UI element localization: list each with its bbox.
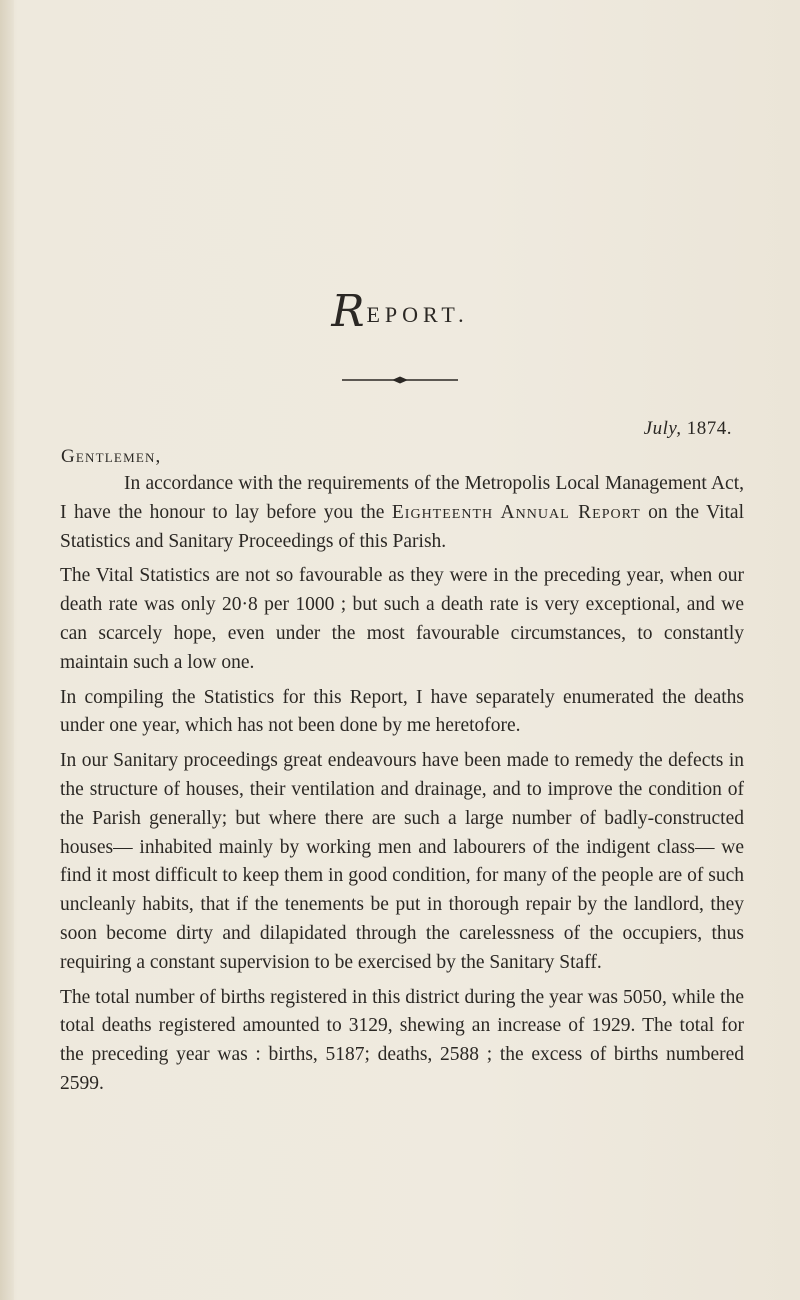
heading-rest: EPORT. bbox=[366, 302, 469, 327]
heading-initial: R bbox=[331, 286, 365, 337]
ornamental-rule bbox=[342, 374, 458, 386]
report-heading bbox=[0, 286, 800, 337]
date-year: 1874. bbox=[686, 418, 732, 439]
report-title-smallcaps: Eighteenth Annual Report bbox=[391, 501, 641, 523]
paragraph-1-end: on the Vital Statistics and Sanitary Proceedings of this Parish. bbox=[60, 501, 744, 552]
paragraph-compiling: In compiling the Statistics for this Report, I have separately enumerated the deaths under one year, which has not been done by me heretofore. bbox=[60, 686, 744, 737]
paragraph-vital-statistics: The Vital Statistics are not so favourable as they were in the preceding year, when our death rate was only 20·8 per 1000 ; but such a death rate is very exceptional, and we can scarcely hope, even under the most favourable circumstances, to constantly maintain such a low one. bbox=[60, 565, 744, 673]
paragraph-1-start: In accordance with the requirements of the Metropolis Local Management Act, I have the honour to lay before you the bbox=[60, 473, 744, 523]
page-gutter bbox=[0, 0, 14, 1300]
report-body bbox=[60, 470, 744, 1105]
salutation: Gentlemen, bbox=[61, 446, 162, 467]
paragraph-births-deaths: The total number of births registered in this district during the year was 5050, while the total deaths registered amounted to 3129, shewing an increase of 1929. The total for the preceding year was : births, 5187; deaths, 2588 ; the excess of births numbered 2599. bbox=[60, 986, 744, 1094]
paragraph-introduction bbox=[60, 470, 744, 556]
date-month: July, bbox=[643, 418, 682, 439]
report-date bbox=[644, 418, 732, 440]
paragraph-sanitary: In our Sanitary proceedings great endeavours have been made to remedy the defects in the structure of houses, their ventilation and drainage, and to improve the condition of the Parish generally; but where there are such a large number of badly-constructed houses— inhabited mainly by working men and labourers of the indigent class— we find it most difficult to keep them in good condition, for many of the people are of such uncleanly habits, that if the tenements be put in thorough repair by the landlord, they soon become dirty and dilapidated through the carelessness of the occupiers, thus requiring a constant supervision to be exercised by the Sanitary Staff. bbox=[60, 750, 744, 973]
